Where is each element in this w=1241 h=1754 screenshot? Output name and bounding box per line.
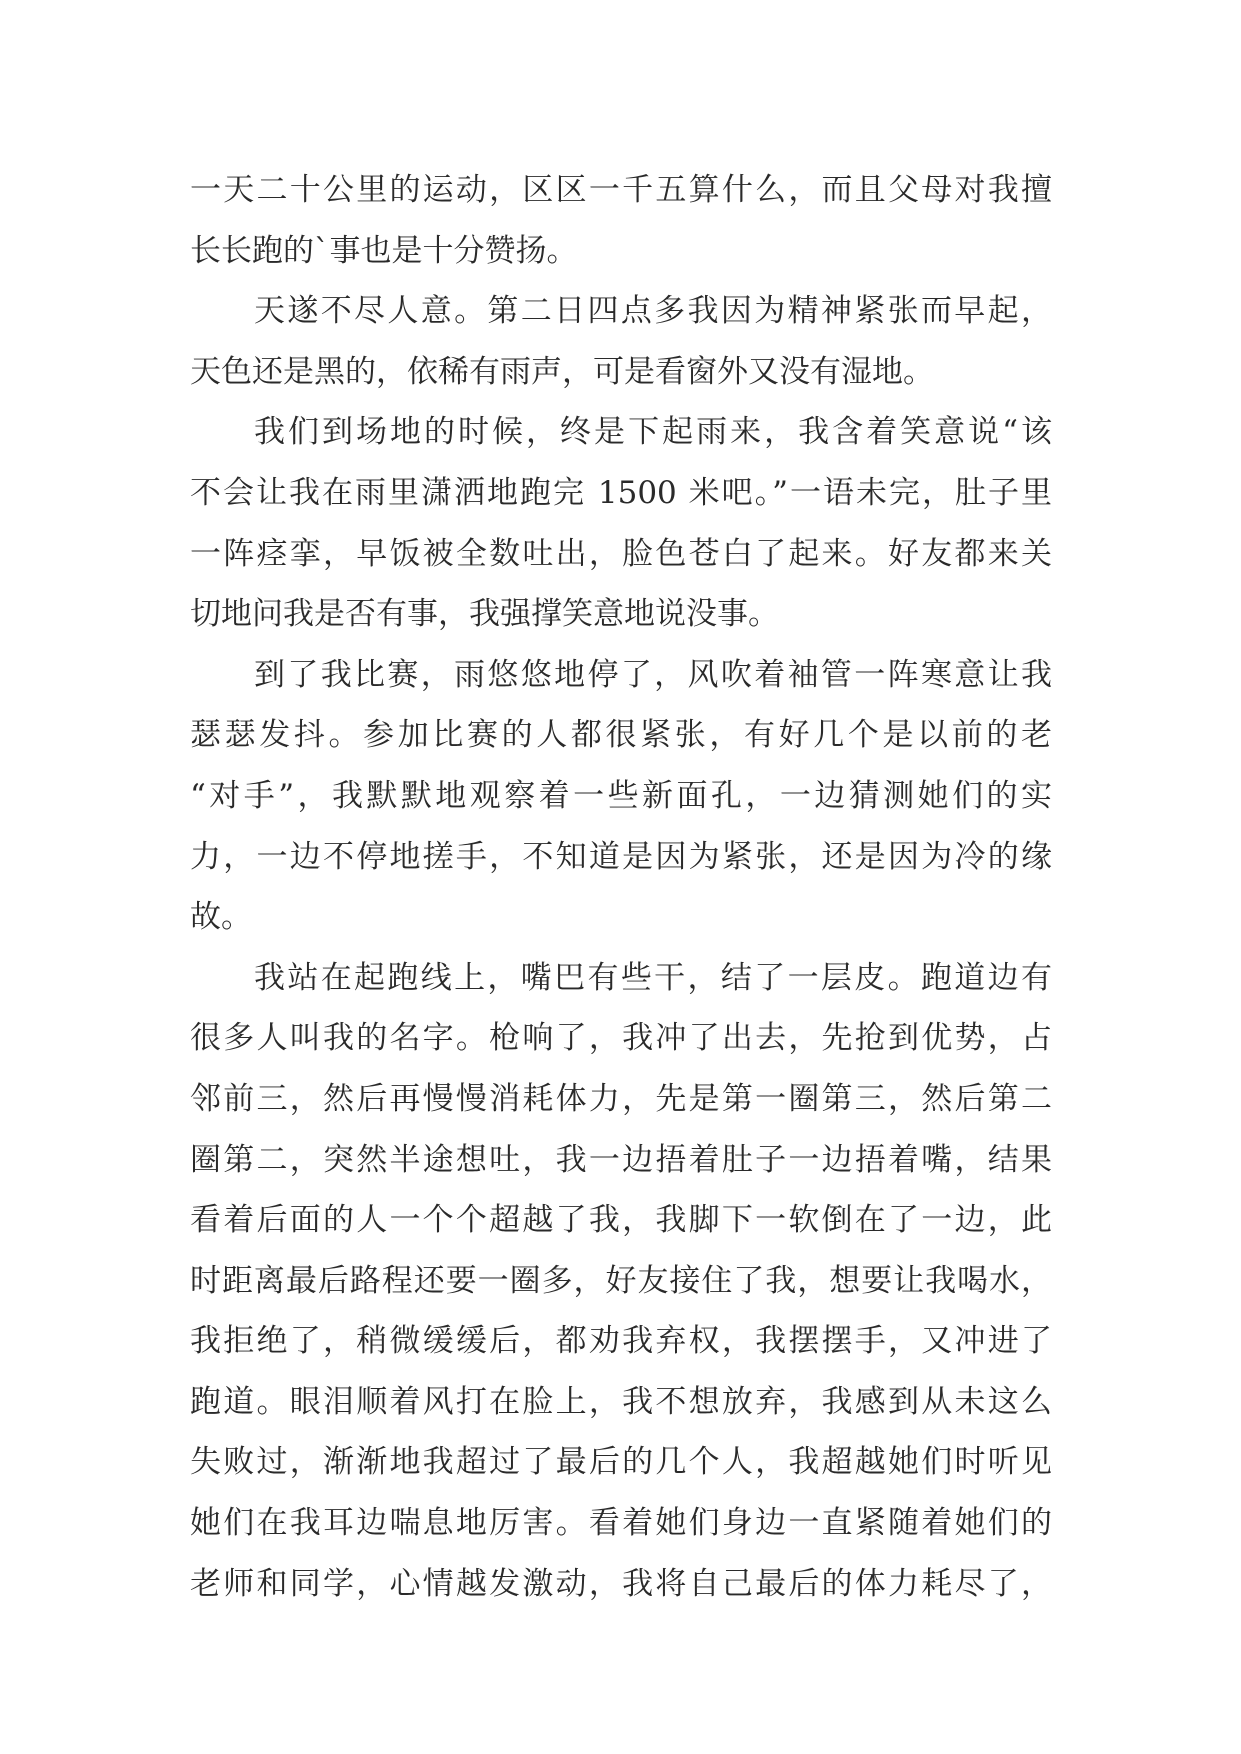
text-line: “对手”，我默默地观察着一些新面孔，一边猜测她们的实	[190, 777, 1052, 814]
paragraph-first-line: 到了我比赛，雨悠悠地停了，风吹着袖管一阵寒意让我	[254, 656, 1052, 693]
text-line: 一阵痉挛，早饭被全数吐出，脸色苍白了起来。好友都来关	[190, 535, 1052, 572]
text-line: 圈第二，突然半途想吐，我一边捂着肚子一边捂着嘴，结果	[190, 1141, 1052, 1178]
paragraph-end-line: 长长跑的`事也是十分赞扬。	[190, 232, 578, 269]
text-line: 失败过，渐渐地我超过了最后的几个人，我超越她们时听见	[190, 1444, 1052, 1481]
text-line: 老师和同学，心情越发激动，我将自己最后的体力耗尽了，	[190, 1565, 1052, 1602]
paragraph-first-line: 天遂不尽人意。第二日四点多我因为精神紧张而早起，	[254, 293, 1052, 330]
text-line: 看着后面的人一个个超越了我，我脚下一软倒在了一边，此	[190, 1202, 1052, 1239]
text-line: 我拒绝了，稍微缓缓后，都劝我弃权，我摆摆手，又冲进了	[190, 1323, 1052, 1360]
paragraph-end-line: 切地问我是否有事，我强撑笑意地说没事。	[190, 596, 779, 633]
paragraph-first-line: 我站在起跑线上，嘴巴有些干，结了一层皮。跑道边有	[254, 959, 1052, 996]
text-line: 时距离最后路程还要一圈多，好友接住了我，想要让我喝水，	[190, 1262, 1052, 1299]
text-line: 她们在我耳边喘息地厉害。看着她们身边一直紧随着她们的	[190, 1505, 1052, 1542]
text-line: 瑟瑟发抖。参加比赛的人都很紧张，有好几个是以前的老	[190, 717, 1052, 754]
essay-body	[190, 160, 1052, 1614]
paragraph-end-line: 故。	[190, 899, 252, 936]
paragraph-end-line: 天色还是黑的，依稀有雨声，可是看窗外又没有湿地。	[190, 353, 934, 390]
text-line: 不会让我在雨里潇洒地跑完 1500 米吧。”一语未完，肚子里	[190, 474, 1052, 511]
text-line: 跑道。眼泪顺着风打在脸上，我不想放弃，我感到从未这么	[190, 1383, 1052, 1420]
text-line: 力，一边不停地搓手，不知道是因为紧张，还是因为冷的缘	[190, 838, 1052, 875]
text-line: 很多人叫我的名字。枪响了，我冲了出去，先抢到优势，占	[190, 1020, 1052, 1057]
text-line: 一天二十公里的运动，区区一千五算什么，而且父母对我擅	[190, 172, 1052, 208]
text-line: 邻前三，然后再慢慢消耗体力，先是第一圈第三，然后第二	[190, 1080, 1052, 1117]
paragraph-first-line: 我们到场地的时候，终是下起雨来，我含着笑意说“该	[254, 414, 1052, 451]
